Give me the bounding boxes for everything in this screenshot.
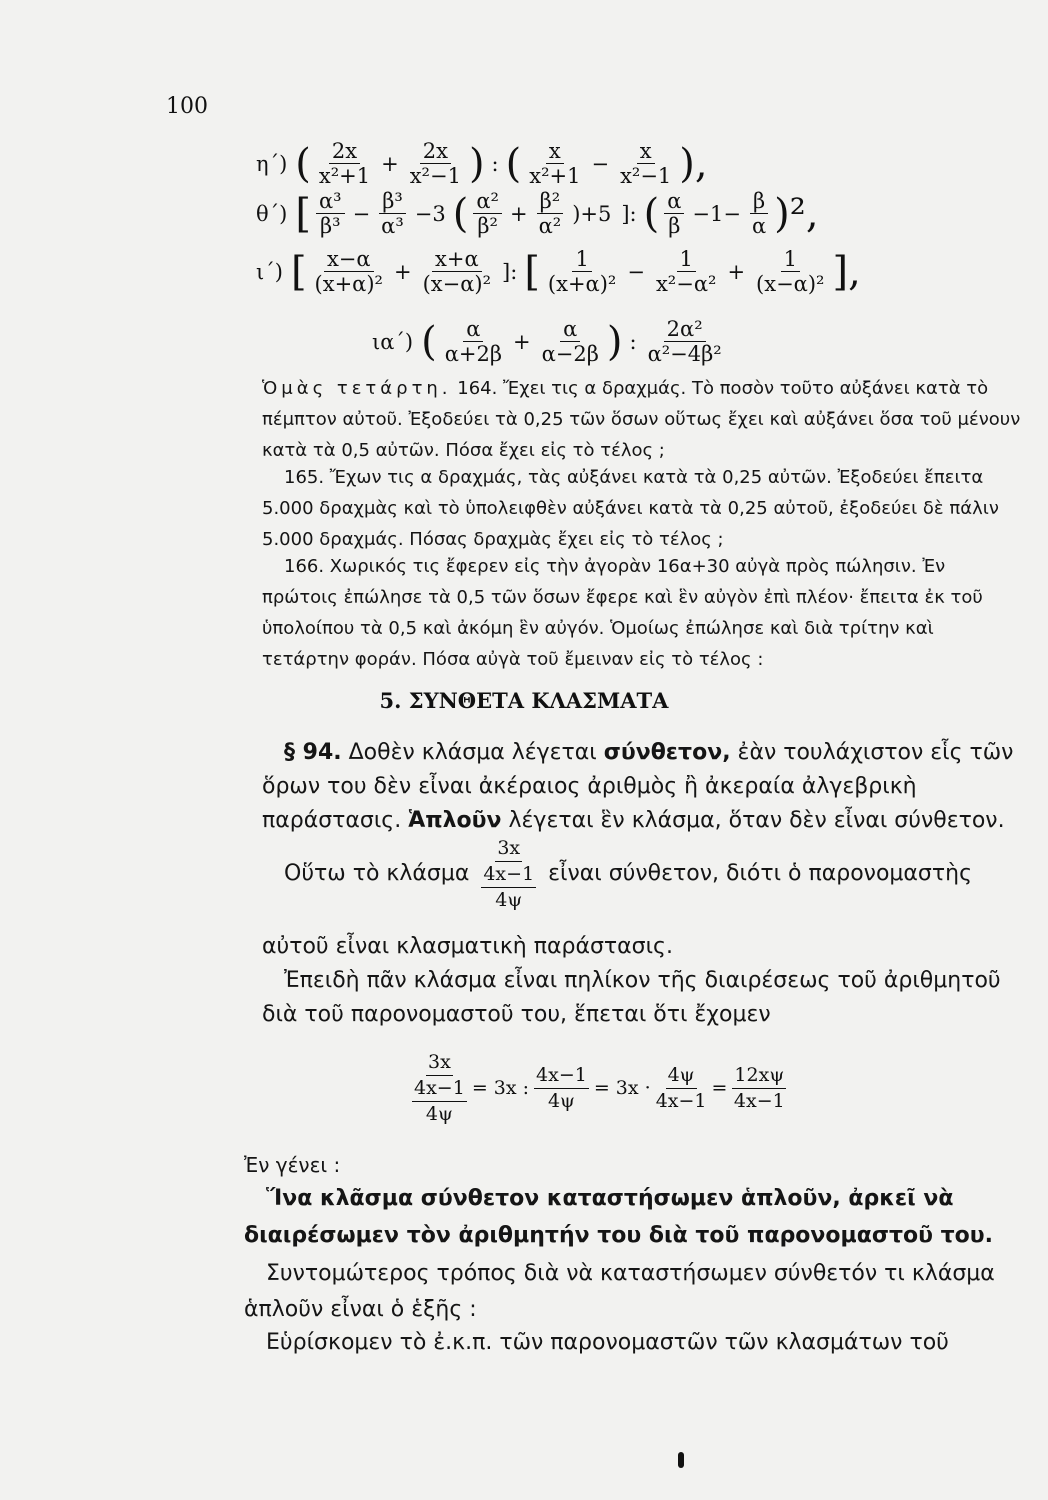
fraction [656, 1065, 707, 1112]
operator: = 3x : [471, 1077, 530, 1100]
exercise-165: 165. Ἔχων τις α δραχμάς, τὰς αὐξάνει κατὰ τὰ 0,25 αὐτῶν. Ἐξοδεύει ἔπειτα 5.000 δραχμὰς καὶ τὸ ὑπολειφθὲν αὐξάνει κατὰ τὰ 0,25 αὐτοῦ, ἐξοδεύει δὲ πάλιν 5.000 δραχμάς. Πόσας δραχμὰς ἔχει εἰς τὸ τέλος ; [262, 467, 999, 550]
fraction [473, 190, 502, 237]
group-title: Ὁμὰς τετάρτη. [262, 378, 452, 399]
numerator: x [546, 140, 564, 164]
numerator: 3x [495, 838, 522, 862]
fraction [539, 318, 602, 365]
text: ἐὰν τουλάχιστον εἷς τῶν ὅρων του δὲν εἶναι ἀκέραιος ἀριθμὸς ἢ ἀκεραία ἀλγεβρικὴ παράστασις. [262, 740, 1014, 833]
paren-close: ) [606, 318, 623, 365]
fraction [442, 318, 505, 365]
text: Δοθὲν κλάσμα λέγεται [341, 740, 604, 765]
exercise-label: ι΄) [256, 259, 283, 284]
fraction [749, 190, 769, 237]
operator: − [627, 259, 645, 284]
numerator: 2α² [664, 318, 706, 342]
numerator: 1 [677, 248, 696, 272]
denominator: α [751, 214, 767, 239]
denominator: x²−α² [655, 272, 717, 297]
find-paragraph: Εὑρίσκομεν τὸ ἐ.κ.π. τῶν παρονομαστῶν τῶν κλασμάτων τοῦ [266, 1330, 949, 1355]
operator: + [381, 151, 399, 176]
fraction [316, 140, 373, 187]
numerator: α [463, 318, 483, 342]
numerator: 3x [426, 1052, 453, 1076]
numerator: 1 [781, 248, 800, 272]
operator: = 3x · [593, 1077, 651, 1100]
fraction [653, 248, 719, 295]
denominator: 4x−1 [483, 862, 535, 885]
bracket-open: [ [290, 248, 307, 295]
text: Οὕτω τὸ κλάσμα [284, 861, 470, 887]
numerator: 2x [329, 140, 360, 164]
numerator: 4x−1 [534, 1065, 589, 1089]
denominator: x²−1 [620, 164, 672, 189]
compound-numerator [412, 1052, 467, 1102]
exercise-label: θ΄) [256, 201, 288, 226]
bracket-close: ], [832, 248, 861, 295]
paren-open: ( [421, 318, 437, 365]
denominator: β [668, 214, 681, 239]
exercise-166: 166. Χωρικός τις ἔφερεν εἰς τὴν ἀγορὰν 16α+30 αὐγὰ πρὸς πώλησιν. Ἐν πρώτοις ἐπώλησε τὰ 0,5 τῶν ὅσων ἔφερε καὶ ἓν αὐγὸν ἐπὶ πλέον· ἔπειτα ἐκ τοῦ ὑπολοίπου τὰ 0,5 καὶ ἀκόμη ἓν αὐγόν. Ὁμοίως ἐπώλησε καὶ διὰ τρίτην καὶ τετάρτην φοράν. Πόσα αὐγὰ τοῦ ἔμειναν εἰς τὸ τέλος : [262, 556, 983, 670]
denominator: 4x−1 [414, 1076, 465, 1099]
paren-close: ) [468, 140, 485, 187]
denominator: β² [477, 214, 498, 239]
bold-term: σύνθετον, [603, 740, 731, 765]
compound-denominator: 4ψ [425, 1102, 453, 1125]
text: λέγεται ἓν κλάσμα, ὅταν δὲν εἶναι σύνθετον. [501, 808, 1005, 833]
exercise-theta [256, 190, 821, 237]
denominator: 4x−1 [655, 1089, 707, 1112]
operator: ]: [502, 259, 518, 284]
operator: −3 [414, 201, 446, 226]
denominator: (x+α)² [314, 272, 383, 297]
section-heading: 5. ΣΥΝΘΕΤΑ ΚΛΑΣΜΑΤΑ [379, 688, 669, 713]
paren-open: ( [643, 190, 660, 237]
numerator: β³ [379, 190, 406, 214]
denominator: x²+1 [529, 164, 581, 189]
compound-fraction [412, 1052, 467, 1125]
numerator: 4ψ [666, 1065, 697, 1089]
fraction [732, 1065, 786, 1112]
numerator: β [750, 190, 768, 214]
numerator: β² [537, 190, 564, 214]
denominator: x²−1 [409, 164, 461, 189]
operator: −1− [692, 201, 741, 226]
fraction [545, 248, 619, 295]
exercise-label: ια΄) [372, 329, 414, 354]
denominator: α² [538, 214, 562, 239]
numerator: α [560, 318, 580, 342]
paragraph-94 [262, 736, 1022, 838]
paren-close: )², [774, 190, 819, 237]
compound-numerator [481, 838, 536, 888]
denominator: 4ψ [547, 1089, 575, 1112]
inner-fraction [483, 838, 534, 885]
operator: + [393, 259, 412, 284]
operator: − [352, 201, 371, 226]
ink-mark [678, 1452, 684, 1468]
exercise-eta [256, 140, 710, 187]
exercise-label: η΄) [256, 151, 288, 176]
operator: + [509, 201, 528, 226]
denominator: α−2β [541, 342, 599, 367]
since-paragraph: Ἐπειδὴ πᾶν κλάσμα εἶναι πηλίκον τῆς διαιρέσεως τοῦ ἀριθμητοῦ διὰ τοῦ παρονομαστοῦ του, ἕπεται ὅτι ἔχομεν [262, 968, 1001, 1027]
equation [412, 1052, 786, 1125]
numerator: α [664, 190, 684, 214]
denominator: (x+α)² [547, 272, 617, 297]
paren-open: ( [505, 140, 522, 187]
fraction [664, 190, 684, 237]
paren-close: ), [679, 140, 708, 187]
operator: ]: [621, 201, 637, 226]
fraction [526, 140, 583, 187]
exercise-iota [256, 248, 863, 295]
denominator: β³ [319, 214, 341, 239]
example-line-2: αὐτοῦ εἶναι κλασματικὴ παράστασις. [262, 934, 673, 959]
example-line [284, 838, 1024, 911]
fraction [312, 248, 386, 295]
paren-open: ( [452, 190, 469, 237]
operator: : [629, 329, 637, 354]
fraction [407, 140, 464, 187]
denominator: (x−α)² [756, 272, 825, 297]
inner-fraction [414, 1052, 465, 1099]
denominator: x²+1 [318, 164, 371, 189]
general-label: Ἐν γένει : [244, 1153, 341, 1177]
numerator: 12xψ [732, 1065, 786, 1089]
numerator: 2x [420, 140, 451, 164]
fraction [645, 318, 725, 365]
fraction [534, 1065, 589, 1112]
numerator: x+α [432, 248, 482, 272]
text: εἶναι σύνθετον, διότι ὁ παρονομαστὴς [548, 861, 972, 887]
fraction [617, 140, 674, 187]
numerator: α³ [316, 190, 345, 214]
numerator: 1 [572, 248, 591, 272]
exercise-164 [262, 373, 1022, 466]
operator: + [727, 259, 746, 284]
compound-fraction [481, 838, 536, 911]
shorter-paragraph: Συντομώτερος τρόπος διὰ νὰ καταστήσωμεν σύνθετόν τι κλάσμα ἁπλοῦν εἶναι ὁ ἑξῆς : [244, 1261, 995, 1322]
bold-term: Ἁπλοῦν [408, 808, 502, 833]
denominator: α+2β [444, 342, 502, 367]
operator: : [491, 151, 499, 176]
exercise-164-text: 164. Ἔχει τις α δραχμάς. Τὸ ποσὸν τοῦτο αὐξάνει κατὰ τὸ πέμπτον αὐτοῦ. Ἐξοδεύει τὰ 0,25 τῶν ὅσων οὕτως ἔχει καὶ αὐξάνει ὅσα τοῦ μένουν κατὰ τὰ 0,5 αὐτῶν. Πόσα ἔχει εἰς τὸ τέλος ; [262, 378, 1021, 461]
fraction [420, 248, 494, 295]
fraction [378, 190, 407, 237]
paren-open: ( [295, 140, 311, 187]
operator: − [591, 151, 610, 176]
denominator: 4x−1 [733, 1089, 785, 1112]
numerator: x−α [324, 248, 374, 272]
denominator: α²−4β² [647, 342, 722, 367]
denominator: α³ [381, 214, 404, 239]
denominator: (x−α)² [422, 272, 492, 297]
fraction [753, 248, 827, 295]
operator: + [513, 329, 531, 354]
operator: = [711, 1077, 728, 1100]
bracket-open: [ [524, 248, 540, 295]
page-number: 100 [166, 94, 208, 119]
rule-paragraph: Ἵνα κλᾶσμα σύνθετον καταστήσωμεν ἁπλοῦν, ἀρκεῖ νὰ διαιρέσωμεν τὸν ἀριθμητήν του διὰ τοῦ παρονομαστοῦ του. [244, 1186, 993, 1248]
numerator: α² [473, 190, 502, 214]
section-number: § 94. [284, 740, 342, 765]
numerator: x [637, 140, 655, 164]
fraction [316, 190, 345, 237]
compound-denominator: 4ψ [495, 888, 523, 911]
exercise-iaalpha [372, 318, 728, 365]
bracket-open: [ [295, 190, 311, 237]
fraction [536, 190, 565, 237]
operator: )+5 [572, 201, 612, 226]
